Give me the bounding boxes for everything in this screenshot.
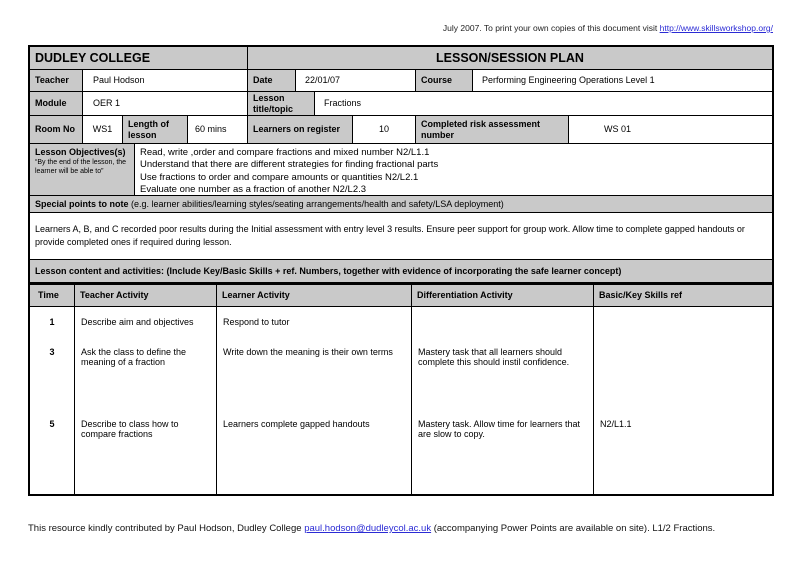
- special-points-header: [30, 196, 772, 212]
- print-note-text: July 2007. To print your own copies of this document visit: [442, 23, 660, 33]
- objective-line: Use fractions to order and compare amounts or quantities N2/L2.1: [140, 171, 419, 183]
- objectives-content: [135, 144, 772, 195]
- learner-activity-entry: Write down the meaning is their own terms: [223, 347, 393, 357]
- objectives-label-cell: [30, 144, 135, 195]
- col-header-differentiation-activity: Differentiation Activity: [412, 285, 594, 306]
- risk-value: WS 01: [604, 124, 632, 135]
- register-value: 10: [353, 116, 416, 143]
- attribution-text-after: (accompanying Power Points are available on site). L1/2 Fractions.: [431, 523, 716, 534]
- length-label: Length of lesson: [123, 116, 188, 143]
- time-entry: 1: [49, 317, 55, 327]
- teacher-activity-entry: Describe aim and objectives: [81, 317, 194, 327]
- special-points-hint: (e.g. learner abilities/learning styles/seating arrangements/health and safety/LSA deployment): [131, 198, 504, 209]
- skills-ref-entry: [600, 347, 766, 419]
- learner-activity-entry: Respond to tutor: [223, 317, 290, 327]
- register-label: Learners on register: [248, 116, 353, 143]
- learner-activity-column: [217, 307, 412, 494]
- module-value: OER 1: [83, 92, 248, 115]
- objectives-sublabel: “By the end of the lesson, the learner will be able to”: [35, 159, 127, 175]
- title-row: [30, 47, 772, 70]
- teacher-activity-entry: Describe to class how to compare fractions: [81, 419, 179, 440]
- objective-line: Read, write ,order and compare fractions and mixed number N2/L1.1: [140, 147, 430, 158]
- module-lesson-title-row: [30, 92, 772, 116]
- activities-body-row: [30, 307, 772, 494]
- teacher-date-course-row: [30, 70, 772, 92]
- differentiation-activity-column: [412, 307, 594, 494]
- objective-line: Evaluate one number as a fraction of another N2/L2.3: [140, 184, 367, 195]
- course-value: Performing Engineering Operations Level 1: [482, 75, 655, 86]
- lesson-plan-header-table: [28, 45, 774, 284]
- time-entry: 3: [49, 347, 55, 357]
- room-label: Room No: [30, 116, 83, 143]
- learner-activity-entry: Learners complete gapped handouts: [223, 419, 370, 429]
- module-label: Module: [30, 92, 83, 115]
- date-value: 22/01/07: [296, 70, 416, 91]
- content-header: Lesson content and activities: (Include Key/Basic Skills + ref. Numbers, together with evidence of incorporating the safe learner concept): [30, 260, 772, 282]
- col-header-teacher-activity: Teacher Activity: [75, 285, 217, 306]
- special-points-header-row: [30, 196, 772, 213]
- time-column: [30, 307, 75, 494]
- teacher-activity-column: [75, 307, 217, 494]
- objectives-row: [30, 144, 772, 196]
- length-value: 60 mins: [188, 116, 248, 143]
- differentiation-entry: Mastery task. Allow time for learners that are slow to copy.: [418, 419, 581, 440]
- content-header-row: [30, 260, 772, 282]
- email-link[interactable]: paul.hodson@dudleycol.ac.uk: [304, 523, 432, 534]
- col-header-learner-activity: Learner Activity: [217, 285, 412, 306]
- room-length-register-risk-row: [30, 116, 772, 144]
- skills-ref-column: [594, 307, 772, 494]
- room-value: WS1: [83, 116, 123, 143]
- skills-ref-entry: [600, 317, 766, 347]
- differentiation-entry: Mastery task that all learners should complete this should instil confidence.: [418, 347, 570, 368]
- college-title: DUDLEY COLLEGE: [30, 47, 248, 69]
- special-points-content-row: [30, 213, 772, 260]
- print-note: [443, 23, 773, 33]
- page-title: LESSON/SESSION PLAN: [248, 47, 772, 69]
- activities-table: [28, 283, 774, 496]
- objectives-label: Lesson Objectives(s): [35, 147, 126, 157]
- teacher-label: Teacher: [30, 70, 83, 91]
- skillsworkshop-link[interactable]: http://www.skillsworkshop.org/: [659, 23, 773, 33]
- course-label: Course: [416, 70, 473, 91]
- attribution-footer: [28, 523, 774, 534]
- attribution-text: This resource kindly contributed by Paul Hodson, Dudley College: [28, 523, 305, 534]
- lesson-title-label: Lesson title/topic: [248, 92, 315, 115]
- teacher-value: Paul Hodson: [83, 70, 248, 91]
- teacher-activity-entry: Ask the class to define the meaning of a fraction: [81, 347, 187, 368]
- objective-line: Understand that there are different strategies for finding fractional parts: [140, 159, 439, 171]
- special-points-content: Learners A, B, and C recorded poor results during the Initial assessment with entry level 3 results. Ensure peer support for group work. Allow time to complete gapped handouts or provide completed ones if required during lesson.: [35, 224, 745, 248]
- special-points-label: Special points to note: [35, 198, 129, 209]
- risk-label: Completed risk assessment number: [416, 116, 569, 143]
- date-label: Date: [248, 70, 296, 91]
- lesson-title-value: Fractions: [324, 98, 362, 109]
- skills-ref-entry: N2/L1.1: [600, 419, 632, 429]
- activities-header-row: [30, 285, 772, 307]
- time-entry: 5: [49, 419, 55, 429]
- differentiation-entry: [418, 317, 587, 347]
- col-header-time: Time: [30, 285, 75, 306]
- col-header-skills-ref: Basic/Key Skills ref: [594, 285, 772, 306]
